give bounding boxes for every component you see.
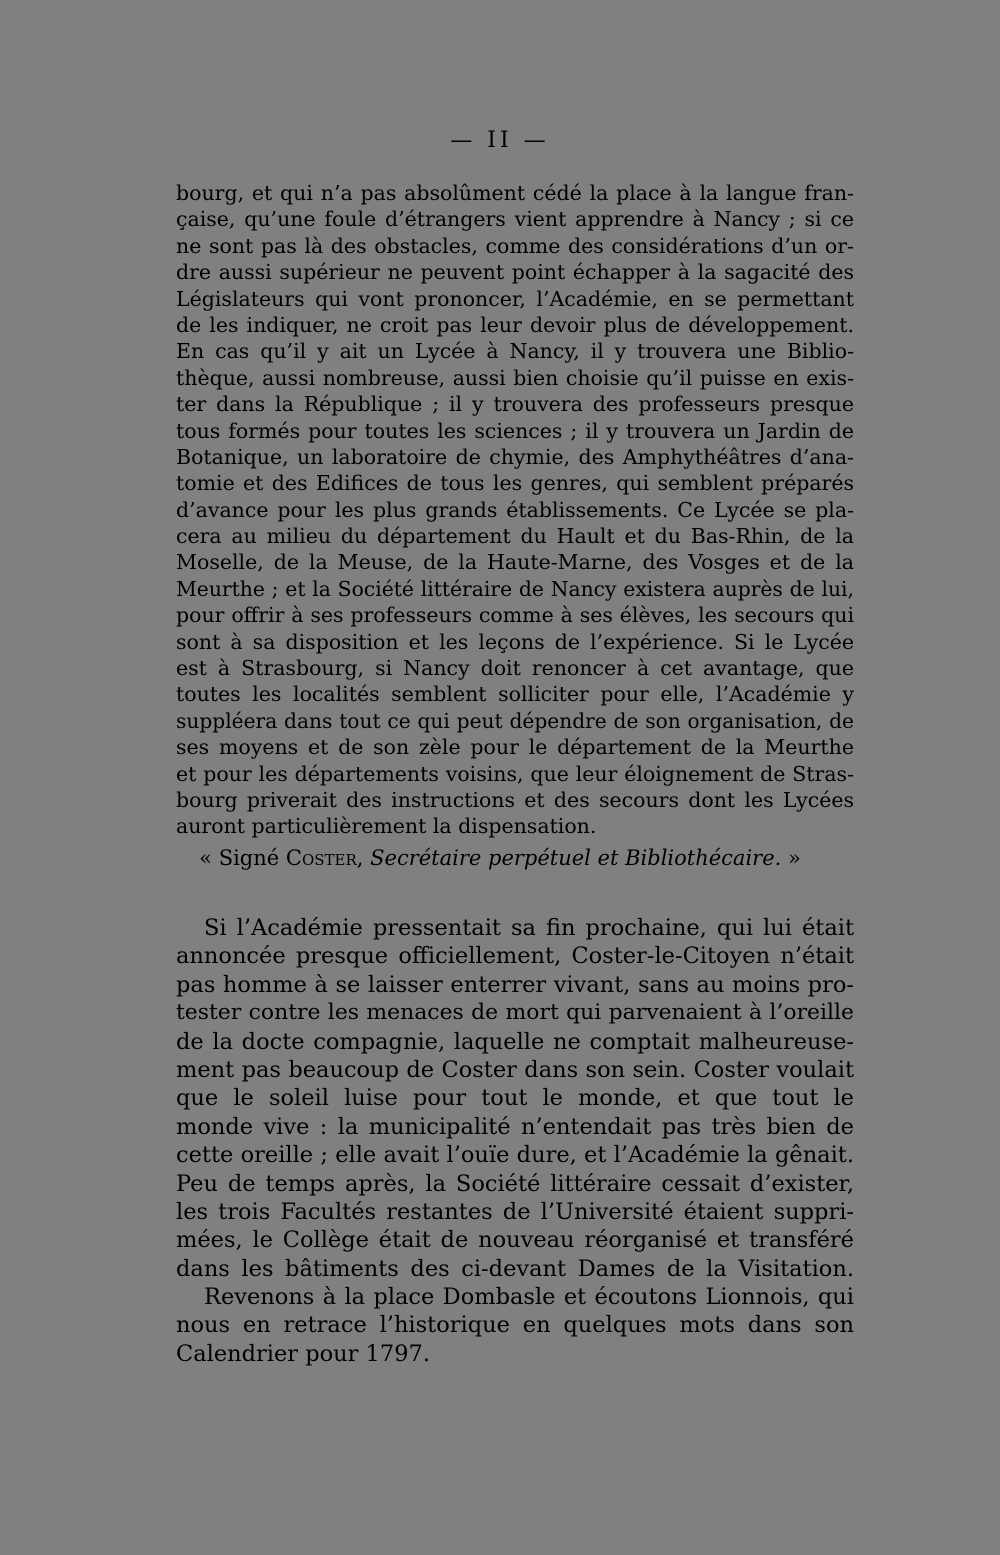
text-line: çaise, qu’une foule d’étrangers vient apprendre à Nancy ; si ce [176,207,854,232]
text-line: annoncée presque officiellement, Coster-le-Citoyen n’était [176,943,854,970]
text-line: Si l’Académie pressentait sa fin prochaine, qui lui était [204,915,854,941]
text-line: Revenons à la place Dombasle et écoutons Lionnois, qui [204,1284,854,1311]
signature-name: Coster, [285,846,364,870]
narrative-section [176,914,854,1368]
paragraph-memoir-text [176,180,854,840]
text-line: tous formés pour toutes les sciences ; il y trouvera un Jardin de [176,418,854,443]
text-line: ter dans la République ; il y trouvera des professeurs presque [176,392,854,417]
text-line: de les indiquer, ne croit pas leur devoir plus de développement. [176,312,854,337]
close-quote: » [788,846,801,870]
text-line: monde vive : la municipalité n’entendait pas très bien de [176,1113,854,1140]
paragraph-academy [176,914,854,1283]
text-line: d’avance pour les plus grands établissements. Ce Lycée se pla- [176,497,854,522]
text-line: de la docte compagnie, laquelle ne comptait malheureuse- [176,1028,854,1055]
text-line: Moselle, de la Meuse, de la Haute-Marne, des Vosges et de la [176,550,854,575]
text-line: pas homme à se laisser enterrer vivant, sans au moins pro- [176,971,854,998]
text-line: Législateurs qui vont prononcer, l’Académie, en se permettant [176,286,854,311]
text-line: bourg, et qui n’a pas absolûment cédé la place à la langue fran- [176,181,854,205]
text-line: suppléera dans tout ce qui peut dépendre de son organisation, de [176,708,854,733]
text-line: tester contre les menaces de mort qui parvenaient à l’oreille [176,1000,854,1026]
text-line: Calendrier pour 1797. [176,1340,430,1367]
paragraph-dombasle [176,1283,854,1368]
text-line: auront particulièrement la dispensation. [176,814,597,839]
text-line: ne sont pas là des obstacles, comme des considérations d’un or- [176,233,854,258]
signature-line [0,844,1000,872]
text-line: ses moyens et de son zèle pour le département de la Meurthe [176,735,854,760]
signature-signed: Signé [218,846,280,870]
text-line: dans les bâtiments des ci-devant Dames de la Visitation. [176,1255,854,1282]
text-line: et pour les départements voisins, que leur éloignement de Stras- [176,761,854,786]
text-line: ment pas beaucoup de Coster dans son sein. Coster voulait [176,1056,854,1083]
text-line: thèque, aussi nombreuse, aussi bien choisie qu’il puisse en exis- [176,365,854,390]
text-line: tomie et des Edifices de tous les genres, qui semblent préparés [176,471,854,496]
text-line: que le soleil luise pour tout le monde, et que tout le [176,1085,854,1112]
text-line: bourg priverait des instructions et des secours dont les Lycées [176,787,854,812]
text-line: nous en retrace l’historique en quelques mots dans son [176,1312,854,1339]
text-line: pour offrir à ses professeurs comme à ses élèves, les secours qui [176,603,854,628]
text-line: cera au milieu du département du Hault et du Bas-Rhin, de la [176,524,854,549]
text-line: Peu de temps après, la Société littéraire cessait d’exister, [176,1170,854,1197]
page-number: — II — [450,128,550,153]
text-line: est à Strasbourg, si Nancy doit renoncer à cet avantage, que [176,656,854,681]
text-line: Botanique, un laboratoire de chymie, des Amphythéâtres d’ana- [176,444,854,469]
text-line: Meurthe ; et la Société littéraire de Nancy existera auprès de lui, [176,576,854,601]
text-line: mées, le Collège était de nouveau réorganisé et transféré [176,1227,854,1254]
text-line: cette oreille ; elle avait l’ouïe dure, et l’Académie la gênait. [176,1142,854,1169]
text-line: toutes les localités semblent solliciter pour elle, l’Académie y [176,682,854,707]
open-quote: « [199,846,212,870]
text-line: les trois Facultés restantes de l’Université étaient suppri- [176,1198,854,1225]
text-line: sont à sa disposition et les leçons de l’expérience. Si le Lycée [176,629,854,654]
signature-title: Secrétaire perpétuel et Bibliothécaire. [370,846,782,870]
text-line: dre aussi supérieur ne peuvent point échapper à la sagacité des [176,260,854,285]
text-line: En cas qu’il y ait un Lycée à Nancy, il y trouvera une Biblio- [176,339,854,364]
